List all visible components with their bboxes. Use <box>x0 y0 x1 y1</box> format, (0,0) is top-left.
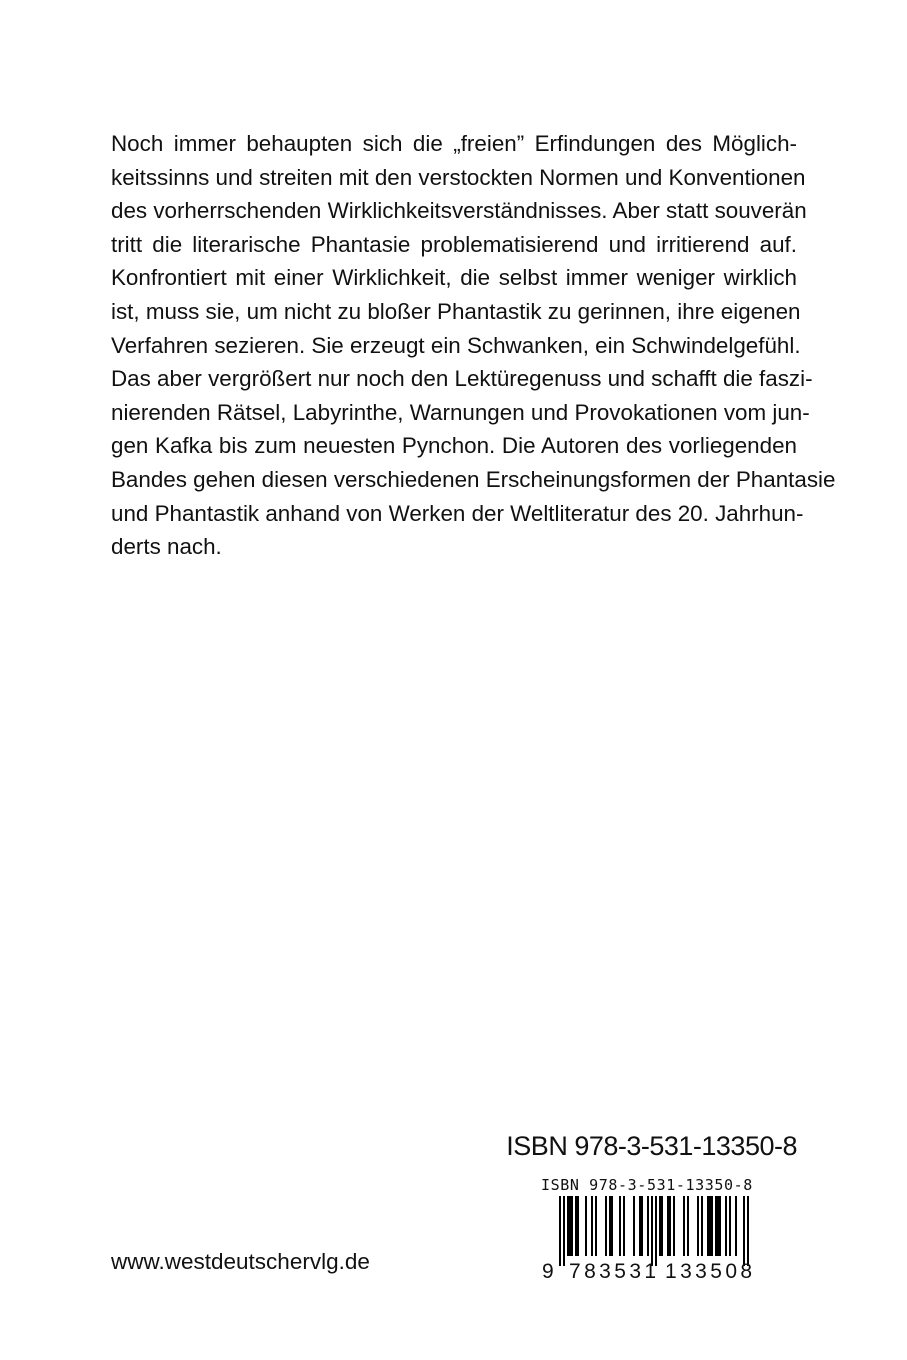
blurb-line: und Phantastik anhand von Werken der Weltliteratur des 20. Jahrhun- <box>111 500 804 526</box>
barcode-bar <box>559 1196 561 1266</box>
blurb-line: Verfahren sezieren. Sie erzeugt ein Schwanken, ein Schwindelgefühl. <box>111 332 801 358</box>
blurb-line: gen Kafka bis zum neuesten Pynchon. Die Autoren des vorliegenden <box>111 433 797 459</box>
barcode-bar <box>747 1196 749 1266</box>
barcode-bar <box>595 1196 597 1256</box>
blurb-line: derts nach. <box>111 534 222 560</box>
barcode-bar <box>605 1196 607 1256</box>
barcode-bar <box>619 1196 621 1256</box>
barcode-bar <box>711 1196 713 1256</box>
barcode-bar <box>633 1196 635 1256</box>
blurb-line: Bandes gehen diesen verschiedenen Erscheinungsformen der Phantasie <box>111 466 836 492</box>
blurb-line: tritt die literarische Phantasie problematisierend und irritierend auf. <box>111 231 797 257</box>
barcode-bar <box>611 1196 613 1256</box>
blurb-line: nierenden Rätsel, Labyrinthe, Warnungen und Provokationen vom jun- <box>111 399 810 425</box>
barcode-bar <box>639 1196 641 1256</box>
blurb-text <box>111 127 836 564</box>
barcode-bar <box>571 1196 573 1256</box>
barcode-bar <box>659 1196 661 1256</box>
barcode-bar <box>709 1196 711 1256</box>
barcode-bar <box>687 1196 689 1256</box>
barcode-bar <box>701 1196 703 1256</box>
barcode-bar <box>591 1196 593 1256</box>
barcode-bar <box>577 1196 579 1256</box>
barcode-caption: ISBN 978-3-531-13350-8 <box>541 1176 753 1194</box>
barcode-bar <box>707 1196 709 1256</box>
blurb-line: des vorherrschenden Wirklichkeitsverständnisses. Aber statt souverän <box>111 198 807 224</box>
barcode-bar <box>735 1196 737 1256</box>
blurb-line: keitssinns und streiten mit den verstockten Normen und Konventionen <box>111 164 806 190</box>
barcode-bar <box>569 1196 571 1256</box>
blurb-line: Konfrontiert mit einer Wirklichkeit, die selbst immer weniger wirklich <box>111 265 797 291</box>
barcode-bar <box>743 1196 745 1266</box>
barcode-bar <box>585 1196 587 1256</box>
barcode-bar <box>673 1196 675 1256</box>
barcode-bar <box>729 1196 731 1256</box>
barcode-bar <box>575 1196 577 1256</box>
barcode-bar <box>623 1196 625 1256</box>
barcode-bar <box>667 1196 669 1256</box>
blurb-line: Noch immer behaupten sich die „freien” Erfindungen des Möglich- <box>111 131 797 156</box>
barcode-bar <box>669 1196 671 1256</box>
barcode-bar <box>697 1196 699 1256</box>
isbn-label: ISBN 978-3-531-13350-8 <box>506 1131 797 1161</box>
barcode-bar <box>715 1196 717 1256</box>
barcode-first-digit: 9 <box>542 1260 554 1283</box>
barcode-bar <box>725 1196 727 1256</box>
blurb-line: ist, muss sie, um nicht zu bloßer Phantastik zu gerinnen, ihre eigenen <box>111 298 801 324</box>
barcode-bar <box>683 1196 685 1256</box>
barcode-right-digits: 133508 <box>665 1260 756 1283</box>
barcode-bar <box>717 1196 719 1256</box>
barcode-bar <box>567 1196 569 1256</box>
barcode-bar <box>647 1196 649 1256</box>
isbn-barcode <box>537 1176 769 1302</box>
publisher-website: www.westdeutschervlg.de <box>111 1249 370 1274</box>
barcode-bar <box>719 1196 721 1256</box>
barcode-bar <box>563 1196 565 1266</box>
barcode-bar <box>651 1196 653 1266</box>
barcode-left-digits: 783531 <box>569 1260 660 1283</box>
barcode-bar <box>661 1196 663 1256</box>
blurb-line: Das aber vergrößert nur noch den Lektüregenuss und schafft die faszi- <box>111 366 813 392</box>
barcode-bar <box>655 1196 657 1266</box>
barcode-bar <box>609 1196 611 1256</box>
barcode-bar <box>641 1196 643 1256</box>
